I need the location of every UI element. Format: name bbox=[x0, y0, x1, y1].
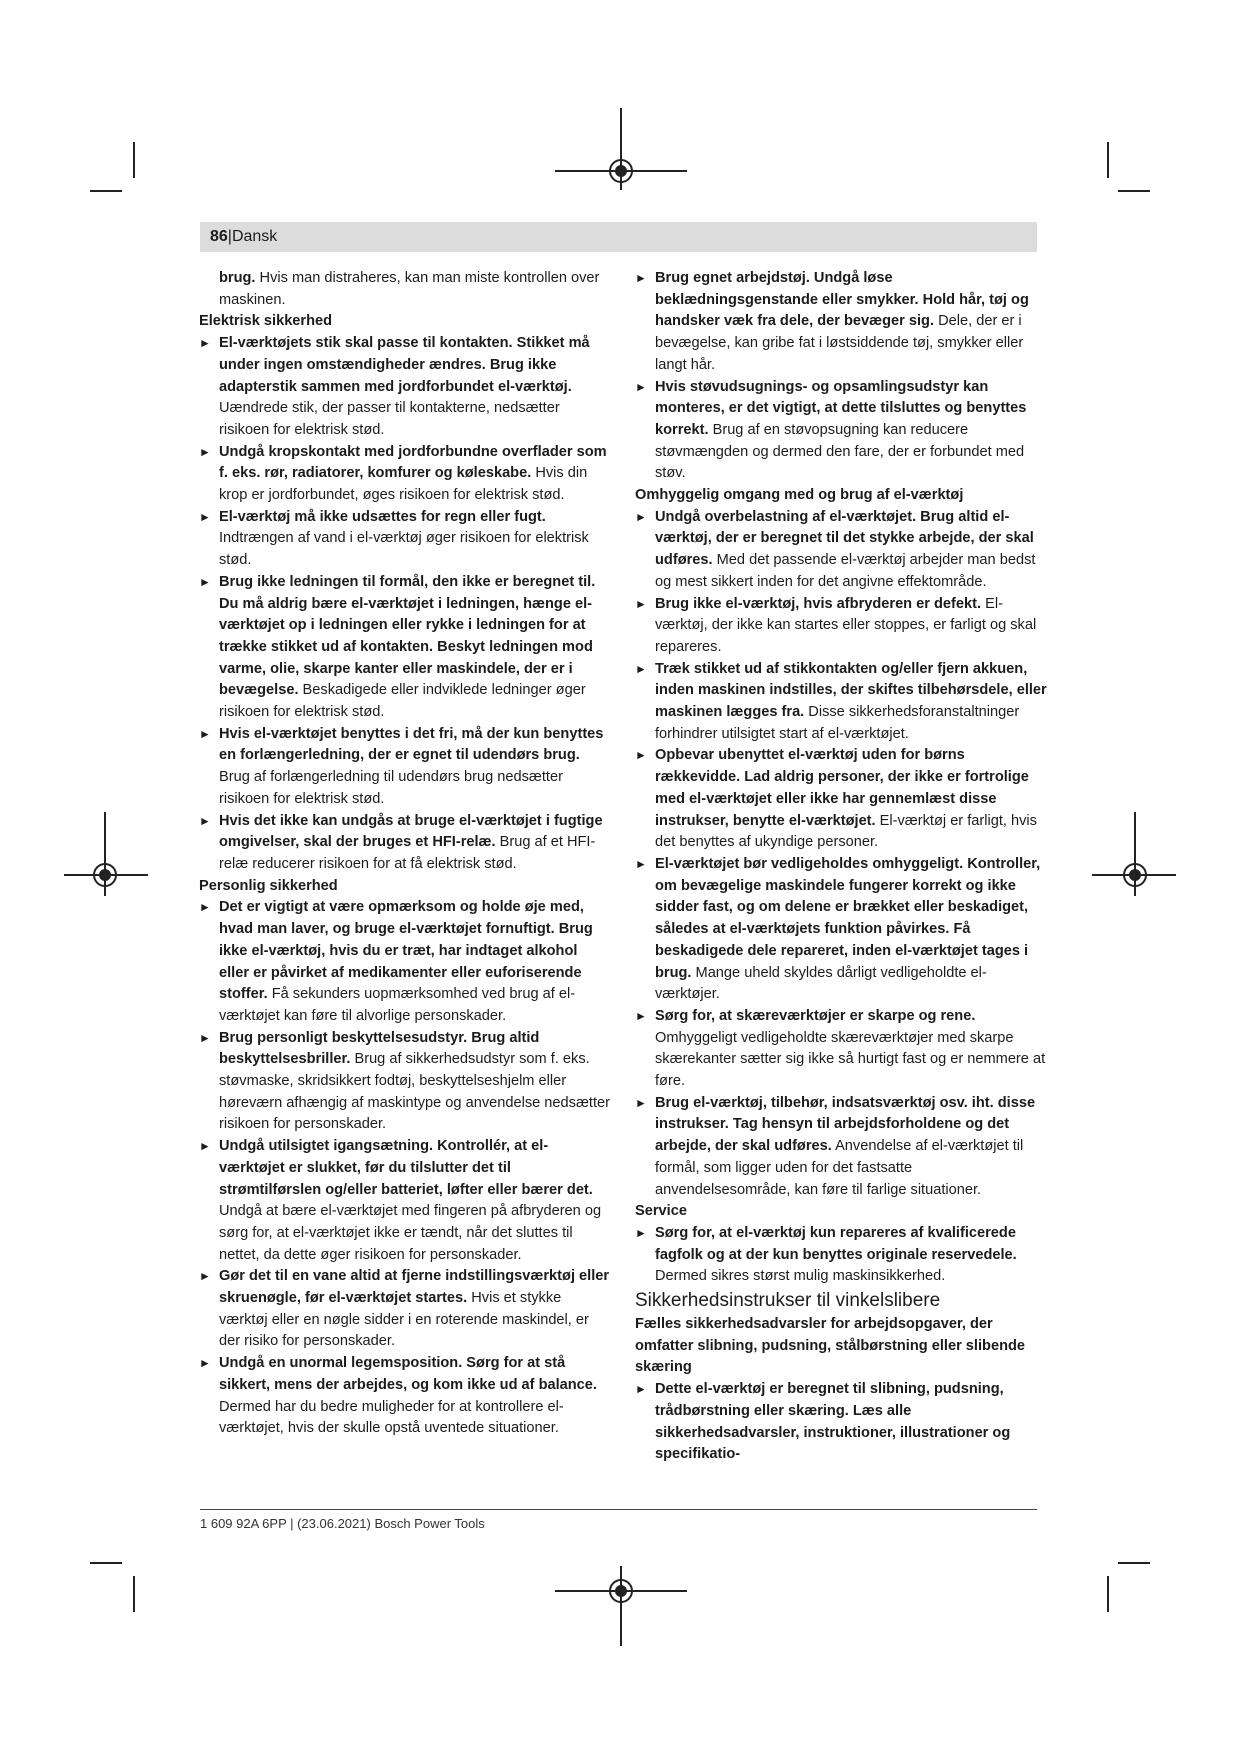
registration-target-icon bbox=[1123, 863, 1147, 887]
list-item: ► Undgå kropskontakt med jordforbundne overflader som f. eks. rør, radiatorer, komfurer og køleskabe. Hvis din krop er jordforbundet, øges risikoen for elektrisk stød. bbox=[199, 443, 607, 504]
crop-mark bbox=[1118, 1562, 1150, 1564]
list-item: ► Træk stikket ud af stikkontakten og/eller fjern akkuen, inden maskinen indstilles, der skiftes tilbehørsdele, eller maskinen lægges fra. Disse sikkerhedsforanstaltninger forhindrer utilsigtet start af el-værktøjet. bbox=[635, 660, 1047, 742]
list-item: ► Brug ikke el-værktøj, hvis afbryderen er defekt. El-værktøj, der ikke kan startes eller stoppes, er farligt og skal repareres. bbox=[635, 595, 1037, 655]
registration-line bbox=[620, 1566, 622, 1646]
list-item: ► Brug el-værktøj, tilbehør, indsatsværktøj osv. iht. disse instrukser. Tag hensyn til arbejdsforholdene og det arbejde, der skal udføres. Anvendelse af el-værktøjet til formål, som ligger uden for det fastsatte anvendelsesområde, kan føre til farlige situationer. bbox=[635, 1094, 1036, 1198]
bullet-arrow-icon: ► bbox=[199, 1139, 211, 1154]
bullet-arrow-icon: ► bbox=[199, 509, 211, 524]
bullet-arrow-icon: ► bbox=[199, 574, 211, 589]
bullet-arrow-icon: ► bbox=[199, 726, 211, 741]
bullet-arrow-icon: ► bbox=[199, 1269, 211, 1284]
page-footer: 1 609 92A 6PP | (23.06.2021) Bosch Power Tools bbox=[200, 1516, 485, 1531]
careful-use-list bbox=[635, 507, 1047, 1202]
crop-mark bbox=[1118, 190, 1150, 192]
registration-target-icon bbox=[609, 159, 633, 183]
bullet-arrow-icon: ► bbox=[199, 813, 211, 828]
list-item: ► El-værktøjets stik skal passe til kontakten. Stikket må under ingen omstændigheder ændres. Brug ikke adapterstik sammen med jordforbundet el-værktøj. Uændrede stik, der passer til kontakterne, nedsætter risikoen for elektrisk stød. bbox=[199, 335, 590, 438]
list-item: ► Undgå en unormal legemsposition. Sørg for at stå sikkert, mens der arbejdes, og kom ikke ud af balance. Dermed har du bedre muligheder for at kontrollere el-værktøjet, hvis der skulle opstå uventede situationer. bbox=[199, 1355, 597, 1437]
bullet-arrow-icon: ► bbox=[199, 336, 211, 351]
header-separator: | bbox=[227, 228, 232, 245]
list-item: ► El-værktøjet bør vedligeholdes omhyggeligt. Kontroller, om bevægelige maskindele fungerer korrekt og ikke sidder fast, og om delene er brækket eller beskadiget, således at el-værktøjets funktion påvirkes. Få beskadigede dele repareret, inden el-værktøjet tages i brug. Mange uheld skyldes dårligt vedligeholdte el-værktøjer. bbox=[635, 855, 1041, 1003]
list-item: ► Brug ikke ledningen til formål, den ikke er beregnet til. Du må aldrig bære el-værktøjet i ledningen, hænge el-værktøjet op i ledningen eller rykke i ledningen for at trække stikket ud af kontakten. Beskyt ledningen mod varme, olie, skarpe kanter eller maskindele, der er i bevægelse. Beskadigede eller indviklede ledninger øger risikoen for elektrisk stød. bbox=[199, 573, 596, 721]
bullet-arrow-icon: ► bbox=[199, 900, 211, 915]
list-item: ► Undgå overbelastning af el-værktøjet. Brug altid el-værktøj, der er beregnet til det stykke arbejde, der skal udføres. Med det passende el-værktøj arbejder man bedst og mest sikkert inden for det angivne effektområde. bbox=[635, 508, 1036, 590]
bullet-arrow-icon: ► bbox=[635, 856, 647, 871]
list-item: ► Hvis el-værktøjet benyttes i det fri, må der kun benyttes en forlængerledning, der er egnet til udendørs brug. Brug af forlængerledning til udendørs brug nedsætter risikoen for elektrisk stød. bbox=[199, 725, 604, 807]
crop-mark bbox=[90, 1562, 122, 1564]
list-item: ► Hvis det ikke kan undgås at bruge el-værktøjet i fugtige omgivelser, skal der bruges et HFI-relæ. Brug af et HFI-relæ reducerer risikoen for at få elektrisk stød. bbox=[199, 812, 603, 872]
bullet-arrow-icon: ► bbox=[635, 1382, 647, 1397]
bullet-arrow-icon: ► bbox=[635, 1225, 647, 1240]
footer-rule bbox=[200, 1509, 1037, 1510]
bullet-arrow-icon: ► bbox=[635, 596, 647, 611]
continued-paragraph: brug. Hvis man distraheres, kan man miste kontrollen over maskinen. bbox=[219, 270, 600, 308]
list-item: ► El-værktøj må ikke udsættes for regn eller fugt. Indtrængen af vand i el-værktøj øger risikoen for elektrisk stød. bbox=[199, 508, 589, 569]
list-item: ► Sørg for, at el-værktøj kun repareres af kvalificerede fagfolk og at der kun benyttes originale reservedele. Dermed sikres størst mulig maskinsikkerhed. bbox=[635, 1224, 1017, 1285]
registration-target-icon bbox=[609, 1579, 633, 1603]
clothing-dust-list bbox=[635, 268, 1047, 485]
crop-mark bbox=[1107, 1576, 1109, 1612]
crop-mark bbox=[133, 142, 135, 178]
section-heading-common-warnings: Fælles sikkerhedsadvarsler for arbejdsopgaver, der omfatter slibning, pudsning, stålbørstning eller slibende skæring bbox=[635, 1316, 1026, 1376]
personal-list bbox=[199, 897, 611, 1440]
common-warnings-list bbox=[635, 1379, 1047, 1466]
section-heading-service: Service bbox=[635, 1203, 687, 1220]
page-header bbox=[200, 222, 1037, 252]
bullet-arrow-icon: ► bbox=[635, 1095, 647, 1110]
right-column bbox=[635, 268, 1047, 1466]
crop-mark bbox=[133, 1576, 135, 1612]
list-item: ► Undgå utilsigtet igangsætning. Kontrollér, at el-værktøjet er slukket, før du tilslutter det til strømtilførslen og/eller batteriet, løfter eller bærer det. Undgå at bære el-værktøjet med fingeren på afbryderen og sørg for, at el-værktøjet ikke er tændt, når det sluttes til nettet, da dette øger risikoen for personskader. bbox=[199, 1138, 602, 1263]
list-item: ► Hvis støvudsugnings- og opsamlingsudstyr kan monteres, er det vigtigt, at dette tilsluttes og benyttes korrekt. Brug af en støvopsugning kan reducere støvmængden og dermed den fare, der er forbundet med støv. bbox=[635, 378, 1027, 482]
service-list bbox=[635, 1223, 1047, 1288]
bullet-arrow-icon: ► bbox=[199, 1356, 211, 1371]
bullet-arrow-icon: ► bbox=[635, 661, 647, 676]
bullet-arrow-icon: ► bbox=[199, 1030, 211, 1045]
bullet-arrow-icon: ► bbox=[635, 379, 647, 394]
bullet-arrow-icon: ► bbox=[635, 748, 647, 763]
section-heading-electrical: Elektrisk sikkerhed bbox=[199, 313, 333, 330]
electrical-list bbox=[199, 333, 611, 876]
section-heading-personal: Personlig sikkerhed bbox=[199, 877, 338, 894]
main-heading-angle-grinder: Sikkerhedsinstrukser til vinkelslibere bbox=[635, 1290, 941, 1312]
bullet-arrow-icon: ► bbox=[635, 271, 647, 285]
registration-target-icon bbox=[93, 863, 117, 887]
list-item: ► Brug egnet arbejdstøj. Undgå løse beklædningsgenstande eller smykker. Hold hår, tøj og handsker væk fra dele, der bevæger sig. Dele, der er i bevægelse, kan gribe fat i løstsiddende tøj, smykker eller langt hår. bbox=[635, 270, 1029, 373]
page-number: 86 bbox=[210, 228, 228, 245]
crop-mark bbox=[90, 190, 122, 192]
section-heading-careful-use: Omhyggelig omgang med og brug af el-værktøj bbox=[635, 487, 964, 504]
crop-mark bbox=[1107, 142, 1109, 178]
bullet-arrow-icon: ► bbox=[635, 509, 647, 524]
list-item: ► Brug personligt beskyttelsesudstyr. Brug altid beskyttelsesbriller. Brug af sikkerhedsudstyr som f. eks. støvmaske, skridsikkert fodtøj, beskyttelseshjelm eller høreværn afhængig af maskintype og anvendelse nedsætter risikoen for personskader. bbox=[199, 1029, 611, 1133]
list-item: ► Det er vigtigt at være opmærksom og holde øje med, hvad man laver, og bruge el-værktøjet fornuftigt. Brug ikke el-værktøj, hvis du er træt, har indtaget alkohol eller er påvirket af medikamenter eller euforiserende stoffer. Få sekunders uopmærksomhed ved brug af el-værktøjet kan føre til alvorlige personskader. bbox=[199, 899, 593, 1024]
list-item: ► Opbevar ubenyttet el-værktøj uden for børns rækkevidde. Lad aldrig personer, der ikke er fortrolige med el-værktøjet eller ikke har gennemlæst disse instrukser, benytte el-værktøjet. El-værktøj er farligt, hvis det benyttes af ukyndige personer. bbox=[635, 747, 1037, 851]
bullet-arrow-icon: ► bbox=[635, 1008, 647, 1023]
list-item: ► Gør det til en vane altid at fjerne indstillingsværktøj eller skruenøgle, før el-værktøjet startes. Hvis et stykke værktøj eller en nøgle sidder i en roterende maskindel, er der risiko for personskader. bbox=[199, 1268, 610, 1350]
left-column bbox=[199, 268, 611, 1440]
list-item: ► Dette el-værktøj er beregnet til slibning, pudsning, trådbørstning eller skæring. Læs alle sikkerhedsadvarsler, instruktioner, illustrationer og specifikatio- bbox=[635, 1381, 1011, 1463]
list-item: ► Sørg for, at skæreværktøjer er skarpe og rene. Omhyggeligt vedligeholdte skæreværktøjer med skarpe skærekanter sætter sig ikke så hurtigt fast og er nemmere at føre. bbox=[635, 1007, 1046, 1090]
bullet-arrow-icon: ► bbox=[199, 444, 211, 459]
header-language: Dansk bbox=[231, 228, 278, 245]
